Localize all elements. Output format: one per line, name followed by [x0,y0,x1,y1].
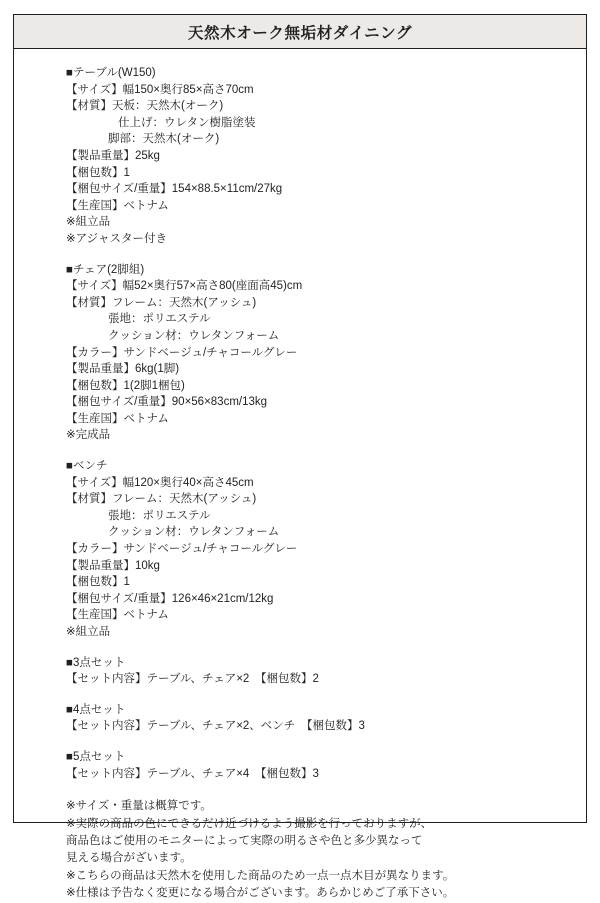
note-line: ※こちらの商品は天然木を使用した商品のため一点一点木目が異なります。 [66,869,455,882]
spec-line: 【生産国】ベトナム [66,199,169,212]
disclaimer-notes [66,798,586,902]
spec-line: ※完成品 [66,429,111,442]
spec-line: クッション材：ウレタンフォーム [108,526,280,539]
spec-line: ■チェア(2脚組) [66,263,145,276]
spec-line: 【材質】フレーム：天然木(アッシュ) [66,493,257,506]
note-line: ※実際の商品の色にできるだけ近づけるよう撮影を行っておりますが、 [66,817,433,830]
spec-line: 【製品重量】6kg(1脚) [66,363,180,376]
spec-block-set-3 [66,655,586,688]
spec-line: 【製品重量】10kg [66,559,160,572]
page-title: 天然木オーク無垢材ダイニング [187,24,413,42]
spec-line: 【サイズ】幅150×奥行85×高さ70cm [66,83,254,96]
spec-line: 【セット内容】テーブル、チェア×2、ベンチ 【梱包数】3 [66,720,365,733]
spec-sheet [13,14,587,900]
spec-line: ※アジャスター付き [66,232,167,245]
spec-line: 【サイズ】幅120×奥行40×高さ45cm [66,476,254,489]
spec-line: 【カラー】サンドベージュ/チャコールグレー [66,543,298,556]
spec-line: クッション材：ウレタンフォーム [108,329,280,342]
spec-line: 脚部：天然木(オーク) [108,133,220,146]
spec-body [14,49,586,903]
spec-line: 【材質】フレーム：天然木(アッシュ) [66,296,257,309]
note-line: ※仕様は予告なく変更になる場合がございます。あらかじめご了承下さい。 [66,887,455,900]
spec-line: 【梱包サイズ/重量】154×88.5×11cm/27kg [66,183,283,196]
spec-line: 【製品重量】25kg [66,149,160,162]
spec-line: ※組立品 [66,216,111,229]
spec-line: ■4点セット [66,703,126,716]
spec-block-bench [66,458,586,641]
spec-line: 【生産国】ベトナム [66,609,169,622]
spec-line: ■5点セット [66,750,126,763]
spec-line: 【カラー】サンドベージュ/チャコールグレー [66,346,298,359]
spec-line: 【セット内容】テーブル、チェア×2 【梱包数】2 [66,673,319,686]
spec-line: ■ベンチ [66,460,108,473]
spec-line: 【材質】天板：天然木(オーク) [66,100,224,113]
spec-line: ■テーブル(W150) [66,67,156,79]
spec-line: 【梱包サイズ/重量】126×46×21cm/12kg [66,592,274,605]
spec-line: ※組立品 [66,626,111,638]
spec-block-chair [66,262,586,445]
spec-line: 仕上げ：ウレタン樹脂塗装 [118,116,256,129]
spec-block-table [66,65,586,248]
spec-block-set-4 [66,702,586,735]
title-bar [14,15,586,49]
spec-line: 【梱包数】1(2脚1梱包) [66,379,185,392]
spec-line: ■3点セット [66,656,126,669]
note-line: ※サイズ・重量は概算です。 [66,800,212,813]
note-line: 見える場合がざいます。 [66,852,192,865]
spec-line: 【サイズ】幅52×奥行57×高さ80(座面高45)cm [66,280,303,293]
spec-line: 【梱包サイズ/重量】90×56×83cm/13kg [66,396,268,409]
spec-line: 【梱包数】1 [66,576,130,589]
spec-line: 【セット内容】テーブル、チェア×4 【梱包数】3 [66,767,319,780]
spec-line: 【梱包数】1 [66,166,130,179]
spec-block-set-5 [66,749,586,782]
note-line: 商品色はご使用のモニターによって実際の明るさや色と多少異なって [66,834,423,847]
spec-line: 張地：ポリエステル [108,509,211,522]
spec-line: 【生産国】ベトナム [66,412,169,425]
spec-line: 張地：ポリエステル [108,313,211,326]
